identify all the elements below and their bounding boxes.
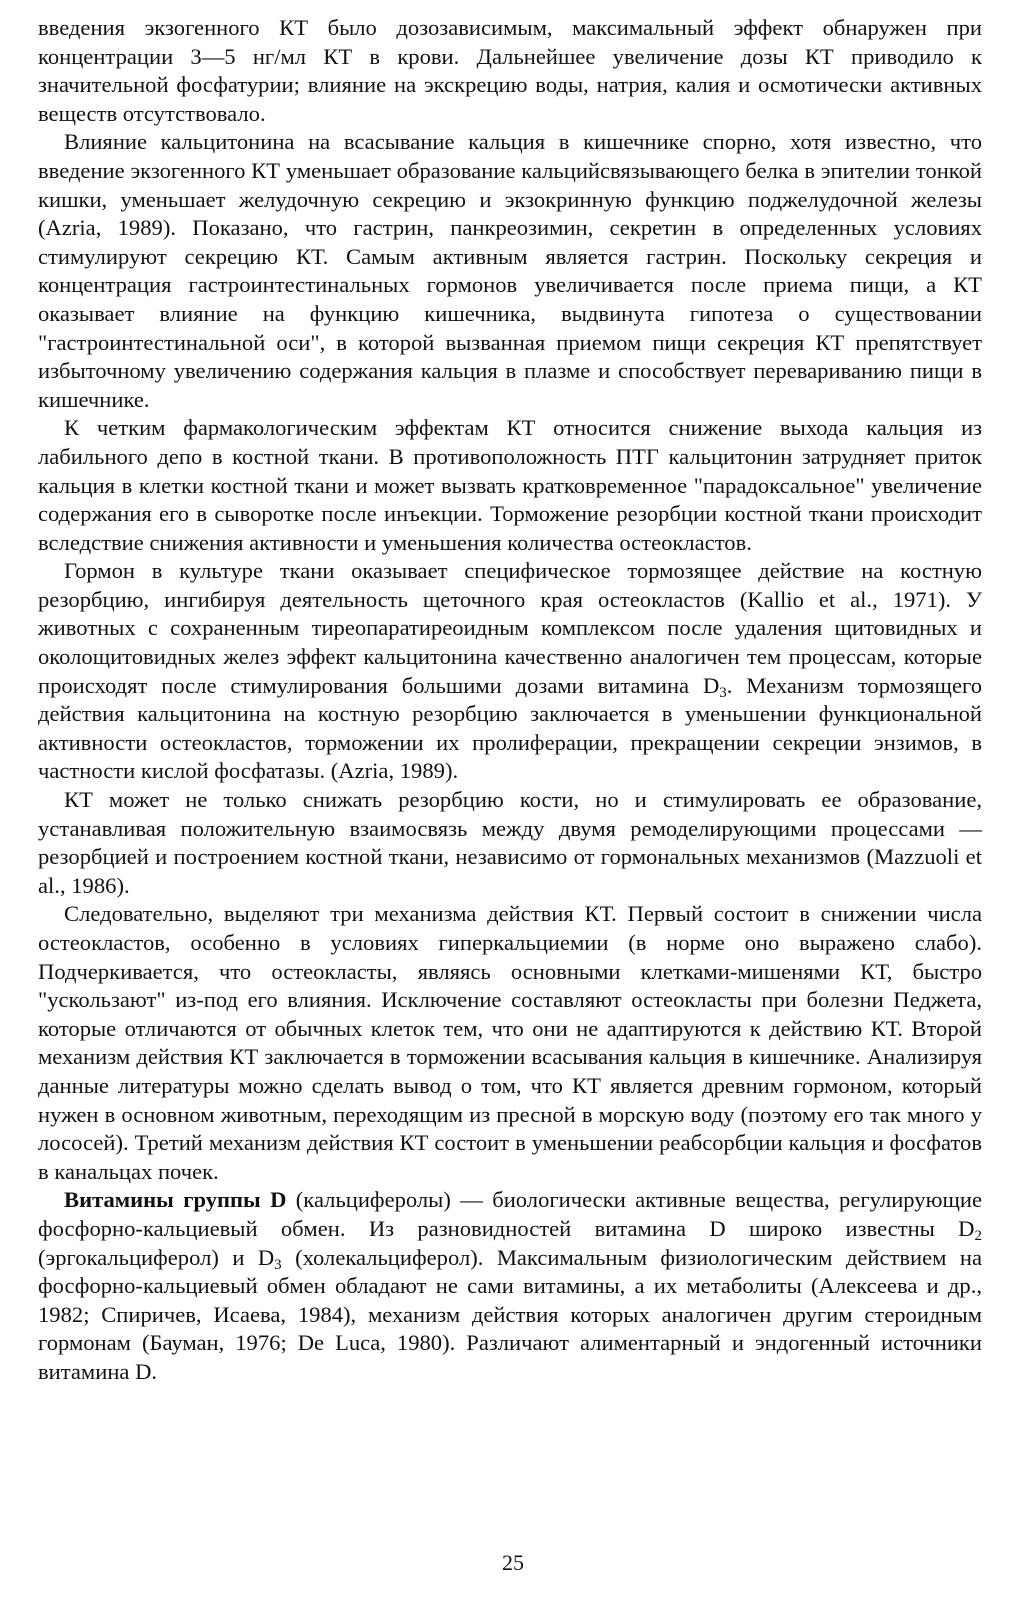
paragraph-2: Влияние кальцитонина на всасывание кальция в кишечнике спорно, хотя известно, что введение экзогенного КТ уменьшает образование кальцийсвязывающего белка в эпителии тонкой кишки, уменьшает желудочную секрецию и экзокринную функцию поджелудочной железы (Azria, 1989). Показано, что гастрин, панкреозимин, секретин в определенных условиях стимулируют секрецию КТ. Самым активным является гастрин. Поскольку секреция и концентрация гастроинтестинальных гормонов увеличивается после приема пищи, а КТ оказывает влияние на функцию кишечника, выдвинута гипотеза о существовании "гастроинтестинальной оси", в которой вызванная приемом пищи секреция КТ препятствует избыточному увеличению содержания кальция в плазме и способствует перевариванию пищи в кишечнике. [38, 129, 982, 412]
subscript-d3: 3 [274, 1256, 282, 1273]
paragraph-6: Следовательно, выделяют три механизма действия КТ. Первый состоит в снижении числа остеокластов, особенно в условиях гиперкальциемии (в норме оно выражено слабо). Подчеркивается, что остеокласты, являясь основными клетками-мишенями КТ, быстро "ускользают" из-под его влияния. Исключение составляют остеокласты при болезни Педжета, которые отличаются от обычных клеток тем, что они не адаптируются к действию КТ. Второй механизм действия КТ заключается в торможении всасывания кальция в кишечнике. Анализируя данные литературы можно сделать вывод о том, что КТ является древним гормоном, который нужен в основном животным, переходящим из пресной в морскую воду (поэтому его так много у лососей). Третий механизм действия КТ состоит в уменьшении реабсорбции кальция и фосфатов в канальцах почек. [38, 901, 982, 1184]
page-number: 25 [502, 1550, 524, 1575]
paragraph-7 [38, 1186, 982, 1386]
paragraph-7-text-3: (холекальциферол). Максимальным физиологическим действием на фосфорно-кальциевый обмен обладают не сами витамины, а их метаболиты (Алексеева и др., 1982; Спиричев, Исаева, 1984), механизм действия которых аналогичен другим стероидным гормонам (Бауман, 1976; De Luca, 1980). Различают алиментарный и эндогенный источники витамина D. [38, 1244, 983, 1384]
section-term: Витамины группы D [64, 1187, 287, 1213]
paragraph-1: введения экзогенного КТ было дозозависимым, максимальный эффект обнаружен при концентрации 3—5 нг/мл КТ в крови. Дальнейшее увеличение дозы КТ приводило к значительной фосфатурии; влияние на экскрецию воды, натрия, калия и осмотически активных веществ отсутствовало. [38, 15, 982, 126]
paragraph-7-text-1: (кальциферолы) — биологически активные вещества, регулирующие фосфорно-кальциевый обмен. Из разновидностей витамина D широко известны D [38, 1187, 982, 1241]
paragraph-4-subscript: 3 [719, 684, 727, 701]
paragraph-3: К четким фармакологическим эффектам КТ относится снижение выхода кальция из лабильного депо в костной ткани. В противоположность ПТГ кальцитонин затрудняет приток кальция в клетки костной ткани и может вызвать кратковременное "парадоксальное" увеличение содержания его в сыворотке после инъекции. Торможение резорбции костной ткани происходит вследствие снижения активности и уменьшения количества остеокластов. [38, 415, 982, 555]
paragraph-7-text-2: (эргокальциферол) и D [38, 1244, 275, 1270]
paragraph-4-text: Гормон в культуре ткани оказывает специфическое тормозящее действие на костную резорбцию, ингибируя деятельность щеточного края остеокластов (Kallio et al., 1971). У животных с сохраненным тиреопаратиреоидным комплексом после удаления щитовидных и околощитовидных желез эффект кальцитонина качественно аналогичен тем процессам, которые происходят после стимулирования большими дозами витамина D [38, 558, 982, 698]
paragraph-4-tail: . Механизм тормозящего действия кальцитонина на костную резорбцию заключается в уменьшении функциональной активности остеокластов, торможении их пролиферации, прекращении секреции энзимов, в частности кислой фосфатазы. (Azria, 1989). [38, 672, 982, 784]
paragraph-5: КТ может не только снижать резорбцию кости, но и стимулировать ее образование, устанавливая положительную взаимосвязь между двумя ремоделирующими процессами — резорбцией и построением костной ткани, независимо от гормональных механизмов (Mazzuoli et al., 1986). [38, 787, 982, 898]
paragraph-4 [38, 557, 982, 786]
subscript-d2: 2 [974, 1227, 982, 1244]
page-body [38, 14, 982, 1387]
